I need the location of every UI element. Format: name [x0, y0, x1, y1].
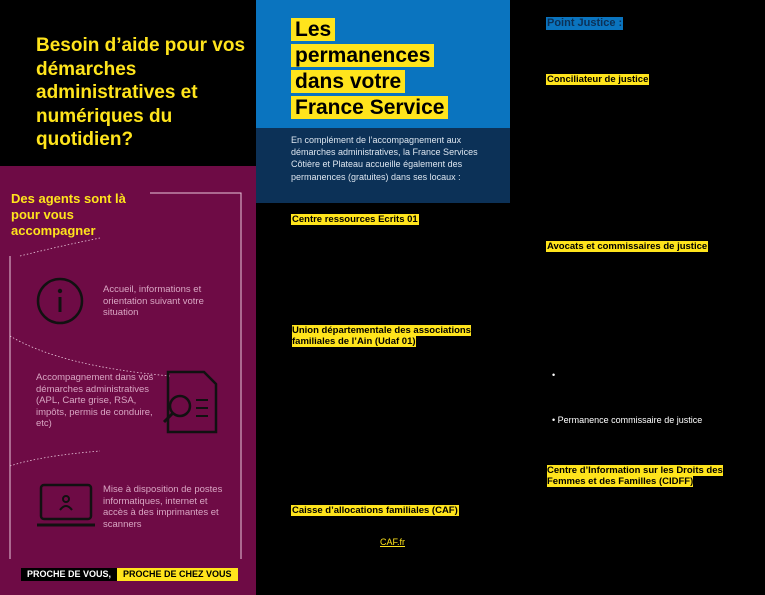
laptop-icon	[35, 483, 97, 533]
title-line-2: permanences	[291, 44, 434, 67]
title-line-4: France Service	[291, 96, 448, 119]
title-line-1: Les	[291, 18, 335, 41]
banner-text-a: PROCHE DE VOUS,	[21, 568, 117, 581]
left-title: Besoin d’aide pour vos démarches administratives et numériques du quotidien?	[36, 35, 246, 150]
document-search-icon	[160, 370, 220, 434]
bottom-banner	[21, 568, 238, 581]
permanences-title	[291, 18, 491, 122]
tag-cidff	[546, 465, 728, 487]
tag-udaf-text: Union départementale des associations familiales de l’Ain (Udaf 01)	[292, 325, 471, 347]
agents-title: Des agents sont là pour vous accompagner	[11, 191, 126, 238]
tag-conciliateur: Conciliateur de justice	[547, 74, 649, 85]
tag-cidff-text: Centre d’Information sur les Droits des Femmes et des Familles (CIDFF)	[547, 465, 723, 487]
tag-udaf	[291, 325, 483, 347]
tag-avocats: Avocats et commissaires de justice	[547, 241, 708, 252]
service-info-text: Accueil, informations et orientation suivant votre situation	[103, 284, 204, 319]
tag-point-justice: Point Justice :	[547, 17, 623, 29]
title-line-3: dans votre	[291, 70, 405, 93]
service-admin-text: Accompagnement dans vos démarches administratives (APL, Carte grise, RSA, impôts, permis de conduire, etc)	[36, 372, 154, 430]
info-icon	[35, 276, 85, 326]
banner-text-b: PROCHE DE CHEZ VOUS	[117, 568, 238, 581]
service-computer-text: Mise à disposition de postes informatiques, internet et accès à des imprimantes et scanners	[103, 484, 223, 530]
bullet-permanence-commissaire: • Permanence commissaire de justice	[552, 415, 703, 425]
bullet-empty: •	[552, 370, 556, 380]
caf-link[interactable]: CAF.fr	[380, 537, 406, 547]
intro-text: En complément de l’accompagnement aux démarches administratives, la France Services Côtière et Plateau accueille également des permanences (gratuites) dans ses locaux :	[291, 135, 478, 182]
tag-caf: Caisse d’allocations familiales (CAF)	[292, 505, 458, 516]
tag-centre-ressources: Centre ressources Ecrits 01	[292, 214, 418, 225]
